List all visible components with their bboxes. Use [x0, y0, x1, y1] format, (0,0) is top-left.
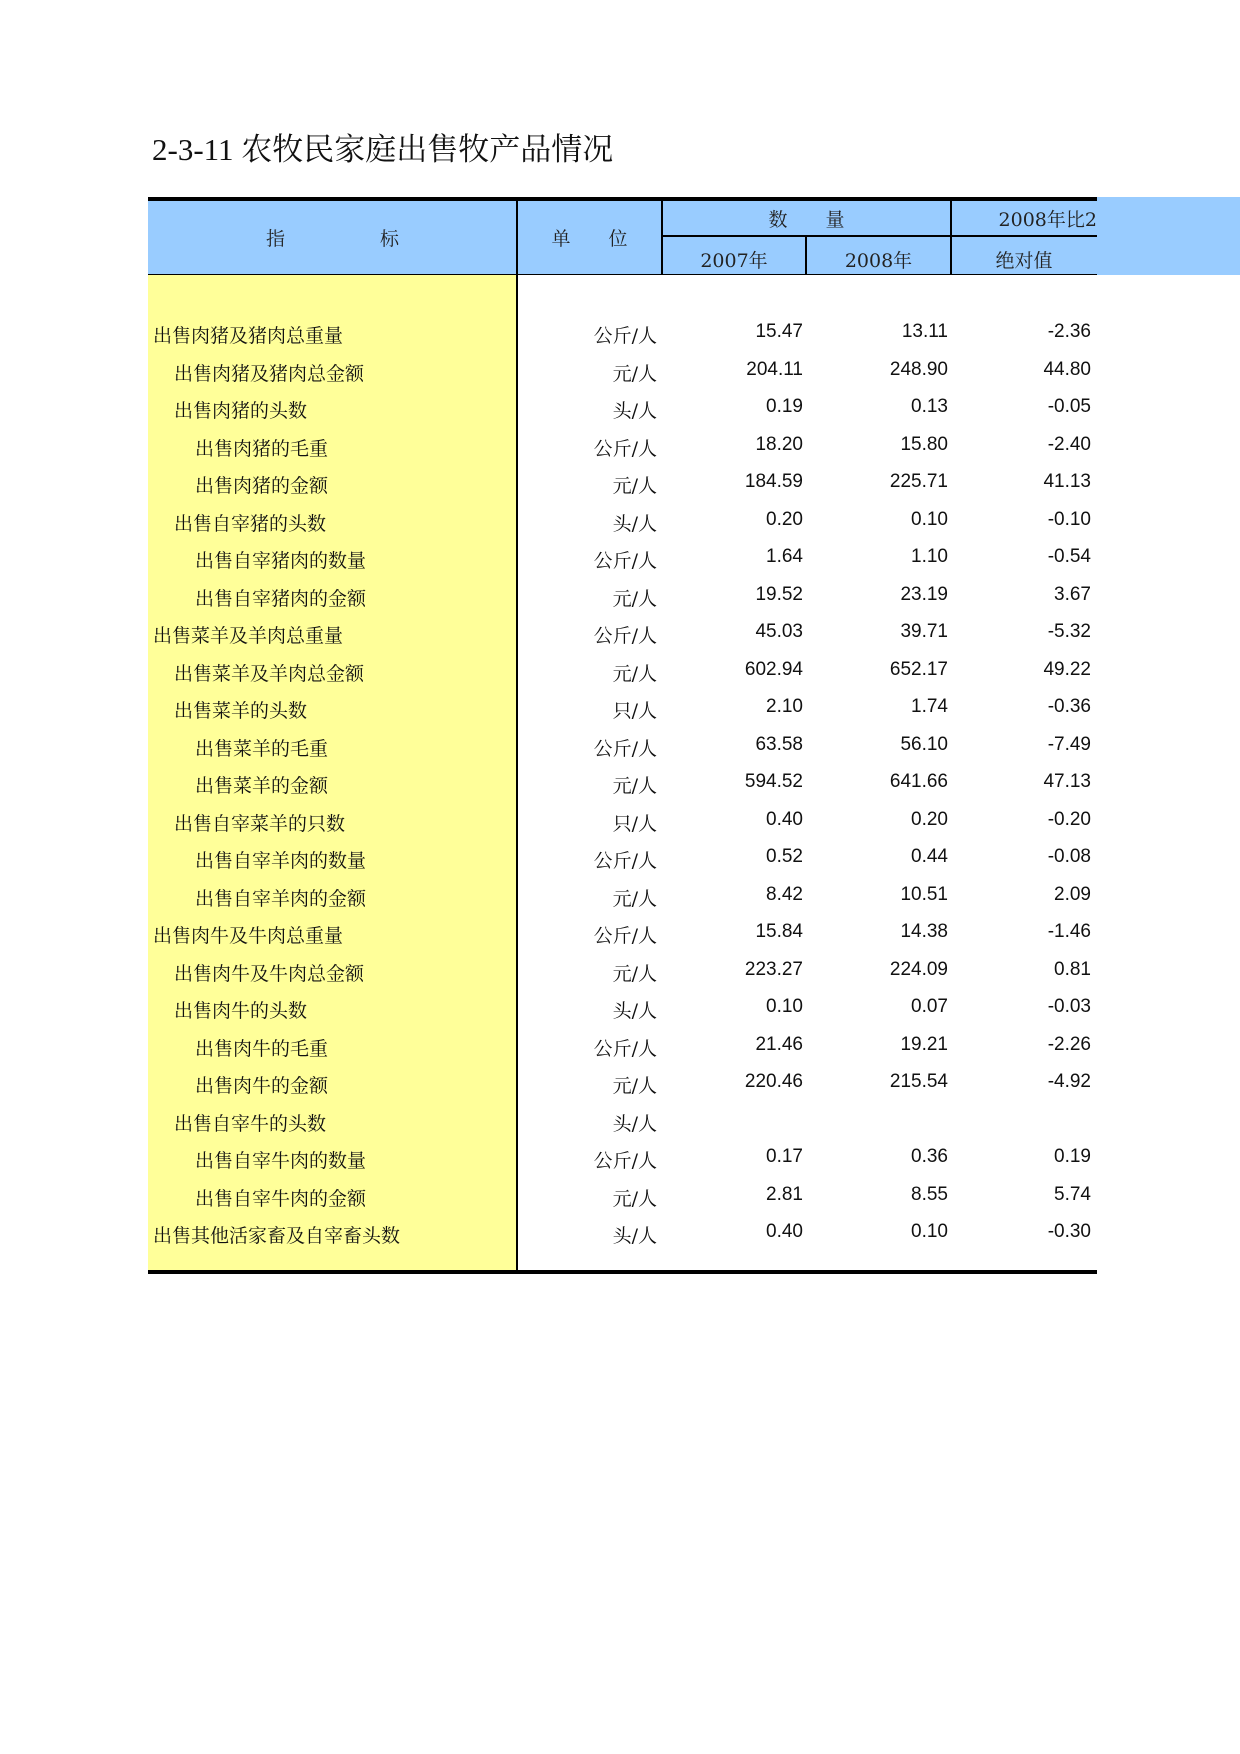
value-2007: 63.58 — [755, 733, 803, 755]
value-diff: -2.26 — [1047, 1033, 1091, 1055]
row-label: 出售其他活家畜及自宰畜头数 — [153, 1225, 401, 1247]
value-diff: -0.54 — [1047, 546, 1091, 567]
value-2008: 1.74 — [911, 696, 948, 717]
row-label: 出售自宰羊肉的金额 — [195, 887, 367, 910]
value-2007: 602.94 — [744, 658, 803, 680]
value-2007: 0.40 — [766, 808, 803, 830]
table-row — [148, 351, 1097, 388]
value-2007: 594.52 — [744, 771, 803, 792]
row-label: 出售自宰牛的头数 — [174, 1112, 327, 1135]
row-unit: 公斤/人 — [593, 737, 657, 760]
table-row — [148, 951, 1097, 988]
table-row — [148, 988, 1097, 1025]
row-label: 出售自宰猪的头数 — [174, 512, 327, 535]
row-unit: 公斤/人 — [593, 550, 657, 572]
table-row — [148, 1101, 1097, 1138]
row-unit: 头/人 — [612, 1225, 657, 1247]
value-2007: 2.81 — [766, 1183, 803, 1205]
row-label: 出售肉猪的毛重 — [195, 437, 329, 460]
value-2008: 39.71 — [900, 621, 948, 642]
value-2007: 204.11 — [746, 358, 803, 380]
value-2007: 8.42 — [766, 883, 803, 905]
row-unit: 元/人 — [612, 362, 657, 385]
col-divider — [805, 236, 807, 275]
value-2008: 215.54 — [889, 1071, 948, 1092]
value-diff: -0.05 — [1047, 396, 1091, 417]
row-label: 出售肉猪的头数 — [174, 400, 308, 422]
row-label: 出售肉牛的金额 — [195, 1075, 329, 1097]
row-label: 出售自宰猪肉的数量 — [195, 550, 367, 572]
row-label: 出售肉猪及猪肉总金额 — [174, 362, 365, 385]
value-2008: 0.10 — [911, 1221, 948, 1242]
value-diff: 2.09 — [1054, 883, 1091, 905]
row-label: 出售菜羊及羊肉总金额 — [174, 662, 365, 685]
row-unit: 公斤/人 — [593, 1150, 657, 1172]
row-unit: 头/人 — [612, 512, 657, 535]
value-diff: -2.40 — [1047, 433, 1091, 455]
table-row — [148, 1063, 1097, 1100]
value-2008: 0.07 — [911, 996, 948, 1017]
value-diff: -1.46 — [1047, 921, 1091, 942]
value-2008: 13.11 — [901, 321, 948, 342]
value-diff: 5.74 — [1054, 1183, 1091, 1205]
table-row — [148, 913, 1097, 950]
value-diff: 47.13 — [1043, 771, 1091, 792]
value-diff: 0.19 — [1054, 1146, 1091, 1167]
value-2007: 21.46 — [755, 1033, 803, 1055]
row-unit: 头/人 — [612, 1112, 657, 1135]
table-bottom-border — [148, 1270, 1097, 1274]
value-diff: -2.36 — [1047, 321, 1091, 342]
row-label: 出售自宰猪肉的金额 — [195, 587, 367, 610]
header-overflow-fill — [1097, 197, 1240, 275]
value-diff: -0.03 — [1047, 996, 1091, 1017]
value-2008: 0.20 — [911, 808, 948, 830]
row-label: 出售菜羊及羊肉总重量 — [153, 625, 344, 647]
value-diff: 0.81 — [1054, 958, 1091, 980]
row-label: 出售自宰菜羊的只数 — [174, 812, 346, 835]
row-unit: 元/人 — [612, 962, 657, 985]
table-row — [148, 1138, 1097, 1175]
value-2008: 0.36 — [911, 1146, 948, 1167]
value-2008: 0.13 — [911, 396, 948, 417]
value-diff: 3.67 — [1054, 583, 1091, 605]
value-2008: 1.10 — [911, 546, 948, 567]
value-2008: 225.71 — [889, 471, 948, 492]
row-label: 出售菜羊的金额 — [195, 775, 329, 797]
table-row — [148, 876, 1097, 913]
row-unit: 头/人 — [612, 400, 657, 422]
value-diff: -4.92 — [1047, 1071, 1091, 1092]
row-unit: 公斤/人 — [593, 850, 657, 872]
value-2007: 2.10 — [766, 696, 803, 717]
col-divider — [661, 199, 663, 275]
table-row — [148, 763, 1097, 800]
row-unit: 元/人 — [612, 475, 657, 497]
value-2007: 1.64 — [766, 546, 803, 567]
value-diff: 41.13 — [1043, 471, 1091, 492]
value-diff: 49.22 — [1043, 658, 1091, 680]
table-row — [148, 313, 1097, 350]
table-row — [148, 688, 1097, 725]
header-compare: 2008年比2 — [998, 209, 1097, 231]
value-2007: 0.19 — [766, 396, 803, 417]
header-2008: 2008年 — [844, 250, 913, 272]
value-2008: 224.09 — [889, 958, 948, 980]
row-label: 出售自宰牛肉的数量 — [195, 1150, 367, 1172]
value-diff: -5.32 — [1047, 621, 1091, 642]
table-row — [148, 501, 1097, 538]
value-diff: -0.10 — [1047, 508, 1091, 530]
row-label: 出售菜羊的毛重 — [195, 737, 329, 760]
value-2008: 248.90 — [889, 358, 948, 380]
row-label: 出售自宰羊肉的数量 — [195, 850, 367, 872]
table-row — [148, 1026, 1097, 1063]
row-unit: 公斤/人 — [593, 1037, 657, 1060]
row-unit: 公斤/人 — [593, 437, 657, 460]
row-unit: 公斤/人 — [593, 625, 657, 647]
value-2007: 0.10 — [766, 996, 803, 1017]
row-unit: 元/人 — [612, 1187, 657, 1210]
value-diff: -0.36 — [1047, 696, 1091, 717]
table-row — [148, 463, 1097, 500]
value-2008: 19.21 — [900, 1033, 948, 1055]
value-2008: 23.19 — [900, 583, 948, 605]
row-label: 出售肉牛及牛肉总重量 — [153, 925, 344, 947]
table-row — [148, 613, 1097, 650]
page-title: 2-3-11 农牧民家庭出售牧产品情况 — [152, 132, 614, 167]
value-2007: 0.20 — [766, 508, 803, 530]
table-row — [148, 1213, 1097, 1250]
value-2007: 0.40 — [766, 1221, 803, 1242]
table-row — [148, 388, 1097, 425]
value-2008: 10.51 — [900, 883, 948, 905]
row-unit: 元/人 — [612, 1075, 657, 1097]
value-diff: -0.08 — [1047, 846, 1091, 867]
row-unit: 元/人 — [612, 587, 657, 610]
row-label: 出售肉猪的金额 — [195, 475, 329, 497]
table-row — [148, 726, 1097, 763]
table-row — [148, 651, 1097, 688]
value-diff: 44.80 — [1043, 358, 1091, 380]
table-row — [148, 838, 1097, 875]
value-diff: -0.30 — [1047, 1221, 1091, 1242]
row-label: 出售菜羊的头数 — [174, 700, 308, 722]
row-unit: 公斤/人 — [593, 925, 657, 947]
value-2007: 0.17 — [766, 1146, 803, 1167]
header-unit: 单 位 — [551, 228, 628, 250]
table-row — [148, 538, 1097, 575]
table-row — [148, 801, 1097, 838]
row-label: 出售肉牛的头数 — [174, 1000, 308, 1022]
header-2007: 2007年 — [700, 250, 768, 272]
value-2008: 652.17 — [889, 658, 948, 680]
header-indicator: 指 标 — [265, 228, 399, 250]
header-absolute: 绝对值 — [995, 250, 1053, 272]
value-2007: 220.46 — [744, 1071, 803, 1092]
value-2008: 56.10 — [900, 733, 948, 755]
value-2008: 15.80 — [900, 433, 948, 455]
value-2008: 641.66 — [889, 771, 948, 792]
value-2007: 184.59 — [744, 471, 803, 492]
row-unit: 只/人 — [612, 700, 657, 722]
value-diff: -7.49 — [1047, 733, 1091, 755]
row-unit: 只/人 — [612, 812, 657, 835]
value-2007: 0.52 — [766, 846, 803, 867]
value-2007: 19.52 — [755, 583, 803, 605]
row-unit: 头/人 — [612, 1000, 657, 1022]
row-label: 出售肉牛的毛重 — [195, 1037, 329, 1060]
value-2008: 0.44 — [911, 846, 948, 867]
row-label: 出售自宰牛肉的金额 — [195, 1187, 367, 1210]
row-label: 出售肉牛及牛肉总金额 — [174, 962, 365, 985]
value-2007: 18.20 — [755, 433, 803, 455]
row-unit: 元/人 — [612, 775, 657, 797]
value-2008: 0.10 — [911, 508, 948, 530]
header-quantity: 数 量 — [768, 209, 845, 231]
header-divider — [662, 235, 1097, 237]
value-2007: 15.84 — [755, 921, 803, 942]
table-row — [148, 576, 1097, 613]
table-row — [148, 1176, 1097, 1213]
value-2008: 14.38 — [900, 921, 948, 942]
value-2007: 45.03 — [755, 621, 803, 642]
value-2007: 15.47 — [755, 321, 803, 342]
row-unit: 公斤/人 — [593, 325, 657, 347]
value-2007: 223.27 — [744, 958, 803, 980]
col-divider — [950, 199, 952, 275]
table-row — [148, 426, 1097, 463]
row-unit: 元/人 — [612, 662, 657, 685]
row-label: 出售肉猪及猪肉总重量 — [153, 325, 344, 347]
row-unit: 元/人 — [612, 887, 657, 910]
value-diff: -0.20 — [1047, 808, 1091, 830]
value-2008: 8.55 — [911, 1183, 948, 1205]
